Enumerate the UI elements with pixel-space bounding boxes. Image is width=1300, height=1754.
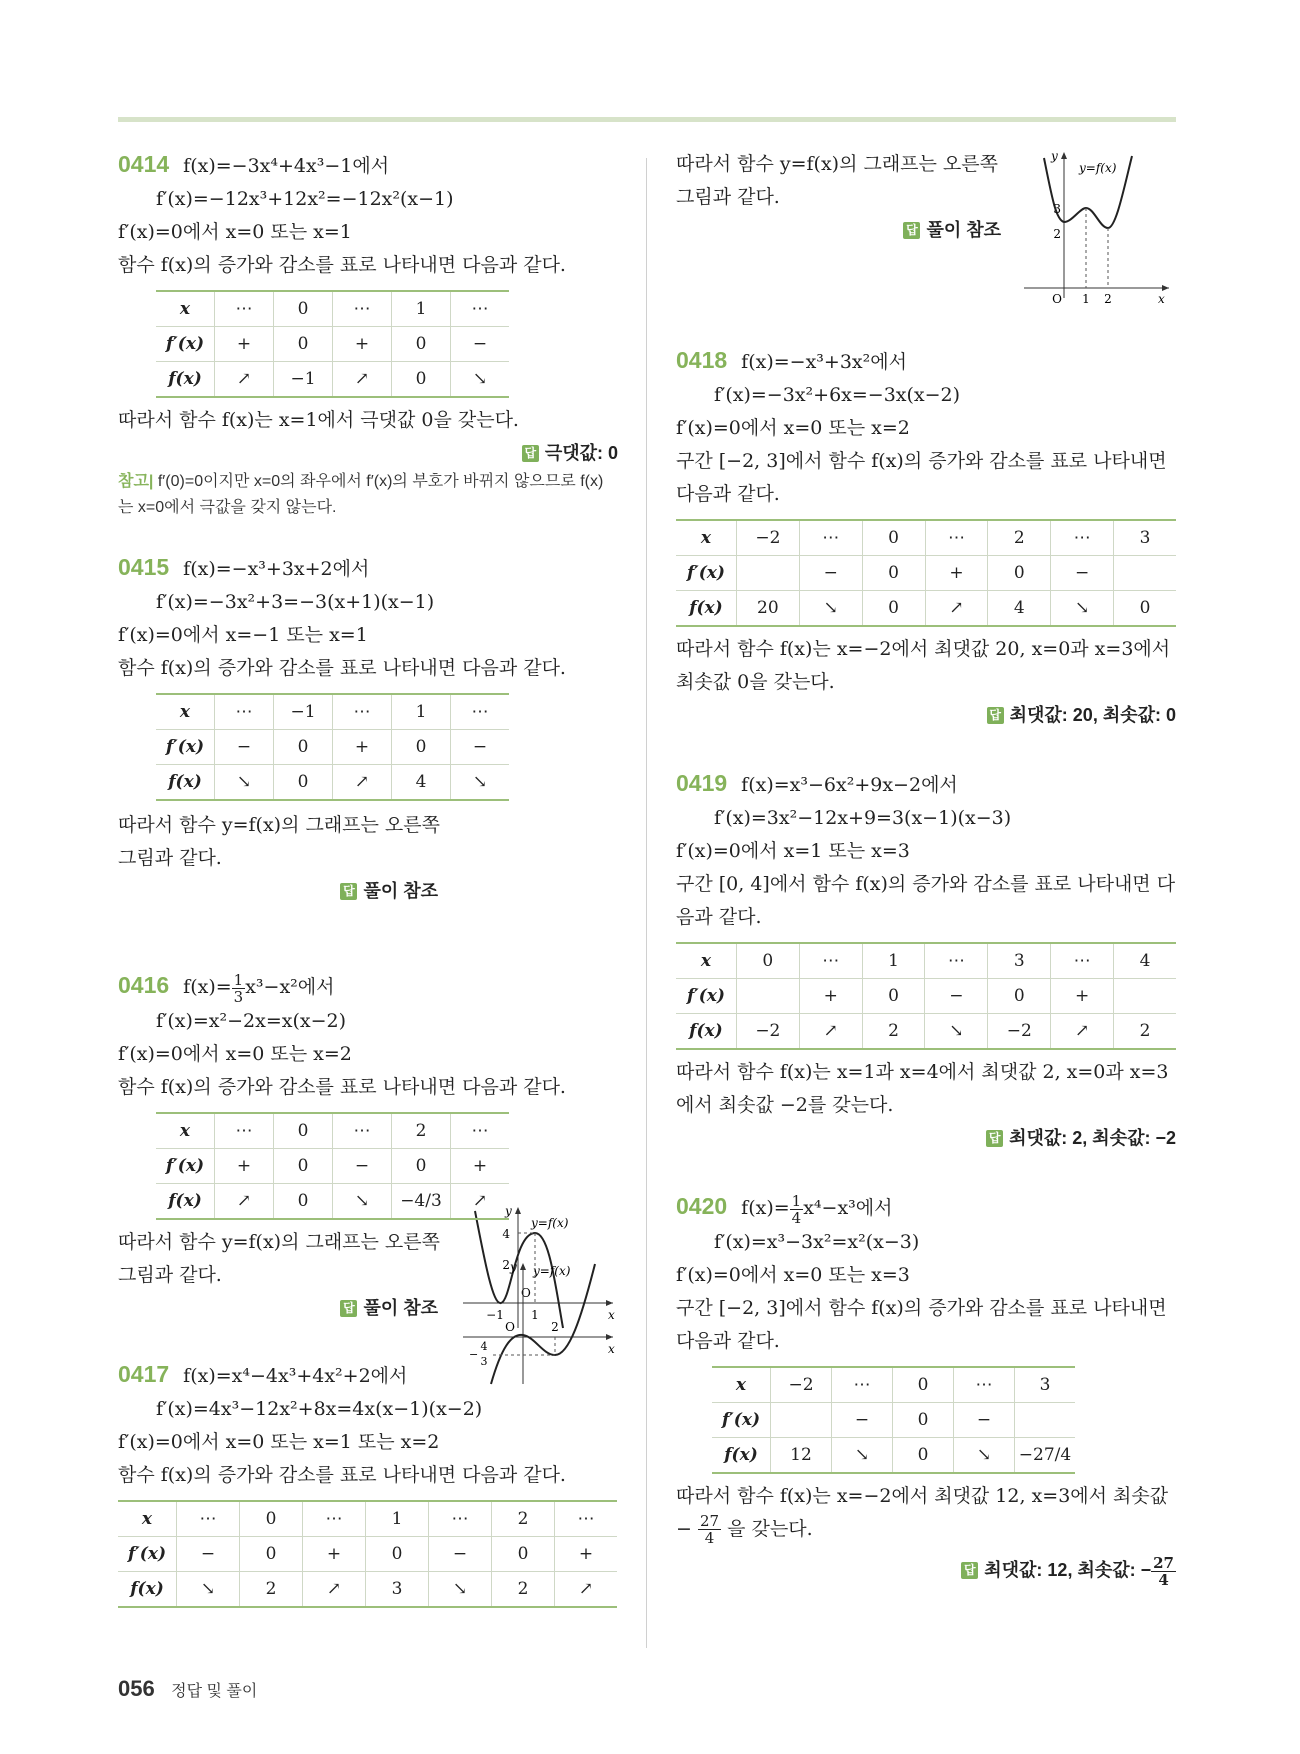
graph-0417 xyxy=(1024,148,1174,308)
table-cell: − xyxy=(832,1402,893,1437)
table-cell xyxy=(1015,1402,1076,1437)
table-cell: 0 xyxy=(862,979,925,1014)
answer-badge: 답 xyxy=(961,1562,978,1579)
table-row xyxy=(156,694,509,730)
table-cell: ⋯ xyxy=(925,943,988,979)
table-cell: 0 xyxy=(1114,591,1176,627)
curve-label: y=f(x) xyxy=(533,1264,571,1278)
table-cell: 3 xyxy=(366,1571,429,1607)
table-row xyxy=(118,1536,617,1571)
problem-0417 xyxy=(118,1358,618,1608)
table-row xyxy=(676,520,1176,556)
y-tick-2: 2 xyxy=(1053,227,1061,241)
table-cell: 0 xyxy=(893,1367,954,1403)
table-cell xyxy=(736,979,799,1014)
conclusion: 따라서 함수 f(x)는 x=1에서 극댓값 0을 갖는다. xyxy=(118,409,519,431)
table-cell: ↗ xyxy=(333,362,392,398)
table-cell: 12 xyxy=(771,1437,832,1473)
table-cell: 1 xyxy=(366,1501,429,1537)
answer-badge: 답 xyxy=(903,222,920,239)
table-cell: −1 xyxy=(274,362,333,398)
conclusion-2: 그림과 같다. xyxy=(118,1263,222,1286)
table-cell: 0 xyxy=(862,556,925,591)
critical-points: f′(x)=0에서 x=0 또는 x=2 xyxy=(118,1042,352,1065)
curve-label: y=f(x) xyxy=(1079,161,1117,175)
conclusion-2: − $\frac{27}{4}$ 을 갖는다. xyxy=(676,1512,813,1547)
y-tick-2: 2 xyxy=(502,1258,510,1272)
table-row xyxy=(676,1014,1176,1050)
left-column xyxy=(118,148,618,1614)
table-cell: ⋯ xyxy=(215,694,274,730)
table-row xyxy=(712,1367,1075,1403)
answer xyxy=(676,1554,1176,1588)
table-cell: + xyxy=(215,327,274,362)
answer xyxy=(676,699,1176,731)
table-cell: −2 xyxy=(736,1014,799,1050)
answer-badge: 답 xyxy=(522,445,539,462)
row-header: f(x) xyxy=(156,765,215,801)
table-row xyxy=(156,765,509,801)
table-cell: ⋯ xyxy=(177,1501,240,1537)
table-cell: 20 xyxy=(736,591,799,627)
x-tick-2: 2 xyxy=(1104,292,1112,306)
page-footer xyxy=(118,1676,257,1702)
table-cell: ⋯ xyxy=(925,520,988,556)
table-intro: 함수 f(x)의 증가와 감소를 표로 나타내면 다음과 같다. xyxy=(118,1463,566,1486)
table-row xyxy=(712,1402,1075,1437)
origin-label: O xyxy=(1052,292,1062,306)
function-def-pre: f(x)= xyxy=(741,1197,790,1219)
table-cell xyxy=(771,1402,832,1437)
table-cell: − xyxy=(215,730,274,765)
right-column xyxy=(676,148,1176,1588)
table-row xyxy=(676,556,1176,591)
fraction-denominator: 4 xyxy=(1158,1570,1169,1589)
interval-intro: 구간 [−2, 3]에서 함수 f(x)의 증가와 감소를 표로 나타내면 xyxy=(676,1296,1167,1319)
table-cell: ⋯ xyxy=(799,943,862,979)
conclusion-1: 따라서 함수 y=f(x)의 그래프는 오른쪽 xyxy=(118,814,440,836)
table-cell: ⋯ xyxy=(429,1501,492,1537)
table-cell: 0 xyxy=(893,1437,954,1473)
table-cell xyxy=(1114,979,1176,1014)
table-cell: ⋯ xyxy=(832,1367,893,1403)
table-cell: ⋯ xyxy=(333,694,392,730)
fraction-denominator: 3 xyxy=(233,987,244,1006)
variation-table xyxy=(118,1500,617,1608)
problem-0417-continued xyxy=(676,148,1176,306)
table-cell: − xyxy=(925,979,988,1014)
problem-number: 0417 xyxy=(118,1360,170,1387)
table-cell: ↘ xyxy=(799,591,862,627)
interval-intro: 구간 [0, 4]에서 함수 f(x)의 증가와 감소를 표로 나타내면 다 xyxy=(676,873,1176,895)
table-cell xyxy=(736,556,799,591)
row-header: f′(x) xyxy=(156,1148,215,1183)
table-cell: 1 xyxy=(862,943,925,979)
table-cell: 3 xyxy=(988,943,1051,979)
problem-0420 xyxy=(676,1190,1176,1588)
table-cell: ⋯ xyxy=(215,1113,274,1149)
fraction-numerator: 1 xyxy=(233,970,244,989)
row-header: x xyxy=(676,520,736,556)
answer-badge: 답 xyxy=(987,707,1004,724)
table-cell: − xyxy=(954,1402,1015,1437)
answer xyxy=(118,437,618,469)
table-cell: − xyxy=(429,1536,492,1571)
table-cell: 0 xyxy=(274,1113,333,1149)
table-cell: 2 xyxy=(862,1014,925,1050)
x-axis-label: x xyxy=(1158,292,1165,306)
y-tick-4: 4 xyxy=(502,1227,510,1241)
table-cell: 0 xyxy=(392,362,451,398)
x-tick-neg1: −1 xyxy=(486,1308,504,1322)
table-cell: ↘ xyxy=(429,1571,492,1607)
table-cell: ↗ xyxy=(215,1183,274,1219)
table-cell: ⋯ xyxy=(451,1113,510,1149)
row-header: x xyxy=(676,943,736,979)
table-cell: ↗ xyxy=(451,1183,510,1219)
table-cell: ↘ xyxy=(215,765,274,801)
problem-number: 0415 xyxy=(118,554,170,580)
function-def: f(x)=−x³+3x+2에서 xyxy=(183,558,370,580)
variation-table xyxy=(676,519,1176,627)
table-cell: + xyxy=(799,979,862,1014)
table-cell: 3 xyxy=(1114,520,1176,556)
function-def: f(x)=−x³+3x²에서 xyxy=(741,351,907,373)
table-cell: + xyxy=(333,327,392,362)
table-cell: 4 xyxy=(988,591,1051,627)
table-cell: ↘ xyxy=(1051,591,1114,627)
row-header: x xyxy=(712,1367,771,1403)
answer-badge: 답 xyxy=(340,883,357,900)
curve-label: y=f(x) xyxy=(531,1216,569,1230)
x-tick-1: 1 xyxy=(531,1308,539,1322)
table-cell: 2 xyxy=(1114,1014,1176,1050)
table-cell: ⋯ xyxy=(1051,520,1114,556)
table-cell: + xyxy=(555,1536,618,1571)
fraction-numerator: 27 xyxy=(1153,1553,1174,1572)
row-header: f′(x) xyxy=(712,1402,771,1437)
critical-points: f′(x)=0에서 x=0 또는 x=1 또는 x=2 xyxy=(118,1430,440,1453)
table-cell: ↘ xyxy=(954,1437,1015,1473)
table-cell: + xyxy=(215,1148,274,1183)
table-cell: ↗ xyxy=(925,591,988,627)
table-cell: 2 xyxy=(988,520,1051,556)
variation-table xyxy=(156,693,509,801)
row-header: f′(x) xyxy=(118,1536,177,1571)
table-row xyxy=(676,979,1176,1014)
derivative: f′(x)=4x³−12x²+8x=4x(x−1)(x−2) xyxy=(156,1397,483,1420)
table-row xyxy=(676,943,1176,979)
table-cell: + xyxy=(333,730,392,765)
table-cell: 3 xyxy=(1015,1367,1076,1403)
answer-text: 최댓값: 2, 최솟값: −2 xyxy=(1009,1128,1176,1148)
interval-intro-2: 음과 같다. xyxy=(676,906,762,928)
table-cell: ↘ xyxy=(177,1571,240,1607)
table-cell: 0 xyxy=(240,1501,303,1537)
column-divider xyxy=(646,158,647,1648)
interval-intro-2: 다음과 같다. xyxy=(676,483,780,505)
table-cell: ↘ xyxy=(832,1437,893,1473)
table-cell: ⋯ xyxy=(799,520,862,556)
note-tag: 참고 xyxy=(118,473,149,490)
answer-badge: 답 xyxy=(986,1130,1003,1147)
row-header: f(x) xyxy=(676,1014,736,1050)
interval-intro: 구간 [−2, 3]에서 함수 f(x)의 증가와 감소를 표로 나타내면 xyxy=(676,450,1167,472)
table-cell: − xyxy=(1051,556,1114,591)
row-header: f(x) xyxy=(156,362,215,398)
answer-text: 풀이 참조 xyxy=(363,1297,438,1318)
critical-points: f′(x)=0에서 x=0 또는 x=3 xyxy=(676,1263,910,1286)
table-cell: ⋯ xyxy=(451,291,510,327)
answer-text: 최댓값: 20, 최솟값: 0 xyxy=(1009,705,1176,725)
table-cell: ↘ xyxy=(925,1014,988,1050)
answer xyxy=(676,1122,1176,1154)
problem-0418 xyxy=(676,344,1176,731)
table-cell: ↗ xyxy=(555,1571,618,1607)
derivative: f′(x)=x³−3x²=x²(x−3) xyxy=(714,1230,920,1253)
fraction-denominator: 4 xyxy=(704,1529,715,1547)
x-axis-label: x xyxy=(608,1308,615,1322)
table-cell: 0 xyxy=(862,520,925,556)
conclusion-1: 따라서 함수 f(x)는 x=1과 x=4에서 최댓값 2, x=0과 x=3 xyxy=(676,1061,1169,1083)
critical-points: f′(x)=0에서 x=0 또는 x=2 xyxy=(676,417,910,439)
table-cell: ↘ xyxy=(451,362,510,398)
table-cell: 0 xyxy=(274,1148,333,1183)
fraction xyxy=(790,1193,804,1226)
answer xyxy=(118,875,438,907)
problem-number: 0418 xyxy=(676,347,728,373)
table-cell: ↗ xyxy=(303,1571,366,1607)
answer-text: 극댓값: 0 xyxy=(544,443,618,463)
table-cell: ↗ xyxy=(215,362,274,398)
derivative: f′(x)=3x²−12x+9=3(x−1)(x−3) xyxy=(714,807,1012,829)
y-tick-neg-den: 3 xyxy=(480,1355,488,1368)
variation-table xyxy=(676,942,1176,1050)
conclusion-1: 따라서 함수 f(x)는 x=−2에서 최댓값 20, x=0과 x=3에서 xyxy=(676,638,1171,660)
y-tick-neg-num: 4 xyxy=(480,1340,488,1353)
table-row xyxy=(676,591,1176,627)
x-tick-2: 2 xyxy=(551,1320,559,1334)
variation-table xyxy=(712,1366,1075,1474)
answer-text: 최댓값: 12, 최솟값: − xyxy=(984,1560,1152,1580)
conclusion-1: 따라서 함수 y=f(x)의 그래프는 오른쪽 xyxy=(676,153,998,175)
problem-number: 0420 xyxy=(676,1193,728,1219)
table-cell: ⋯ xyxy=(451,694,510,730)
conclusion-2: 에서 최솟값 −2를 갖는다. xyxy=(676,1094,894,1116)
derivative: f′(x)=−12x³+12x²=−12x²(x−1) xyxy=(156,188,454,210)
function-def: f(x)=−3x⁴+4x³−1에서 xyxy=(183,155,390,177)
table-cell: 4 xyxy=(1114,943,1176,979)
row-header: x xyxy=(156,291,215,327)
answer xyxy=(118,1292,438,1324)
table-cell: 2 xyxy=(492,1571,555,1607)
problem-0414 xyxy=(118,148,618,521)
table-cell: 0 xyxy=(392,1148,451,1183)
table-cell: 0 xyxy=(366,1536,429,1571)
y-axis-label: y xyxy=(505,1204,512,1218)
derivative: f′(x)=−3x²+3=−3(x+1)(x−1) xyxy=(156,591,435,613)
row-header: x xyxy=(156,694,215,730)
row-header: f′(x) xyxy=(156,730,215,765)
table-intro: 함수 f(x)의 증가와 감소를 표로 나타내면 다음과 같다. xyxy=(118,254,566,276)
table-cell: ↘ xyxy=(333,1183,392,1219)
table-cell: 0 xyxy=(274,1183,333,1219)
table-cell: 0 xyxy=(736,943,799,979)
row-header: x xyxy=(118,1501,177,1537)
problem-number: 0419 xyxy=(676,770,728,796)
table-row xyxy=(156,730,509,765)
conclusion-1: 따라서 함수 f(x)는 x=−2에서 최댓값 12, x=3에서 최솟값 xyxy=(676,1484,1169,1507)
function-def: f(x)=x³−6x²+9x−2에서 xyxy=(741,774,958,796)
fraction-numerator: 27 xyxy=(699,1512,720,1530)
table-cell: −2 xyxy=(771,1367,832,1403)
table-cell: ↗ xyxy=(1051,1014,1114,1050)
table-row xyxy=(156,362,509,398)
table-cell: 0 xyxy=(274,730,333,765)
table-cell: + xyxy=(303,1536,366,1571)
derivative: f′(x)=x²−2x=x(x−2) xyxy=(156,1009,347,1032)
function-def-post: x³−x²에서 xyxy=(245,976,335,998)
table-cell: 4 xyxy=(392,765,451,801)
row-header: f′(x) xyxy=(676,556,736,591)
row-header: f′(x) xyxy=(156,327,215,362)
table-cell: ⋯ xyxy=(215,291,274,327)
y-axis-label: y xyxy=(1051,149,1058,163)
table-cell: + xyxy=(925,556,988,591)
table-cell: 0 xyxy=(893,1402,954,1437)
table-cell: 0 xyxy=(862,591,925,627)
answer-badge: 답 xyxy=(340,1300,357,1317)
answer xyxy=(676,214,1001,246)
row-header: f′(x) xyxy=(676,979,736,1014)
origin-label: O xyxy=(505,1320,515,1334)
table-cell: 0 xyxy=(988,556,1051,591)
table-cell: − xyxy=(333,1148,392,1183)
table-cell: 0 xyxy=(274,327,333,362)
table-cell: ⋯ xyxy=(555,1501,618,1537)
table-cell: + xyxy=(451,1148,510,1183)
table-cell: −1 xyxy=(274,694,333,730)
table-cell xyxy=(1114,556,1176,591)
table-row xyxy=(712,1437,1075,1473)
table-cell: − xyxy=(451,327,510,362)
table-cell: −4/3 xyxy=(392,1183,451,1219)
y-tick-3: 3 xyxy=(1053,202,1061,216)
table-cell: 2 xyxy=(392,1113,451,1149)
row-header: x xyxy=(156,1113,215,1149)
row-header: f(x) xyxy=(712,1437,771,1473)
critical-points: f′(x)=0에서 x=−1 또는 x=1 xyxy=(118,624,368,646)
table-intro: 함수 f(x)의 증가와 감소를 표로 나타내면 다음과 같다. xyxy=(118,1075,566,1098)
table-row xyxy=(156,291,509,327)
conclusion-2: 그림과 같다. xyxy=(118,847,222,869)
problem-0416 xyxy=(118,969,618,1368)
function-def: f(x)=x⁴−4x³+4x²+2에서 xyxy=(183,1364,408,1387)
table-cell: ↘ xyxy=(451,765,510,801)
table-cell: + xyxy=(1051,979,1114,1014)
problem-number: 0414 xyxy=(118,151,170,177)
row-header: f(x) xyxy=(156,1183,215,1219)
note-text: f′(0)=0이지만 x=0의 좌우에서 f′(x)의 부호가 바뀌지 않으므로 f(x)는 x=0에서 극값을 갖지 않는다. xyxy=(118,473,604,516)
table-cell: − xyxy=(451,730,510,765)
conclusion-2: 최솟값 0을 갖는다. xyxy=(676,671,835,693)
table-cell: 0 xyxy=(274,765,333,801)
table-cell: − xyxy=(799,556,862,591)
interval-intro-2: 다음과 같다. xyxy=(676,1329,780,1352)
table-cell: 1 xyxy=(392,291,451,327)
table-row xyxy=(156,1183,509,1219)
table-cell: 2 xyxy=(240,1571,303,1607)
table-cell: −2 xyxy=(988,1014,1051,1050)
table-cell: ⋯ xyxy=(333,291,392,327)
table-intro: 함수 f(x)의 증가와 감소를 표로 나타내면 다음과 같다. xyxy=(118,657,566,679)
table-cell: 2 xyxy=(492,1501,555,1537)
y-tick-neg-sign: − xyxy=(469,1348,479,1361)
table-cell: 0 xyxy=(240,1536,303,1571)
conclusion-1: 따라서 함수 y=f(x)의 그래프는 오른쪽 xyxy=(118,1230,440,1253)
conclusion-2-text: 을 갖는다. xyxy=(727,1517,813,1540)
table-cell: ⋯ xyxy=(303,1501,366,1537)
table-row xyxy=(156,327,509,362)
table-cell: ↗ xyxy=(799,1014,862,1050)
table-row xyxy=(118,1571,617,1607)
section-label: 정답 및 풀이 xyxy=(171,1683,258,1700)
variation-table xyxy=(156,290,509,398)
page-number: 056 xyxy=(118,1676,155,1701)
function-def-pre: f(x)= xyxy=(183,976,232,998)
problem-0419 xyxy=(676,767,1176,1154)
table-cell: ⋯ xyxy=(954,1367,1015,1403)
critical-points: f′(x)=0에서 x=0 또는 x=1 xyxy=(118,221,352,243)
function-def-post: x⁴−x³에서 xyxy=(803,1197,893,1219)
x-axis-label: x xyxy=(608,1342,615,1356)
table-row xyxy=(156,1148,509,1183)
table-cell: −27/4 xyxy=(1015,1437,1076,1473)
row-header: f(x) xyxy=(676,591,736,627)
table-cell: 0 xyxy=(392,327,451,362)
table-cell: 0 xyxy=(988,979,1051,1014)
problem-number: 0416 xyxy=(118,972,170,998)
row-header: f(x) xyxy=(118,1571,177,1607)
table-cell: ⋯ xyxy=(333,1113,392,1149)
table-cell: 0 xyxy=(492,1536,555,1571)
table-cell: − xyxy=(177,1536,240,1571)
fraction-denominator: 4 xyxy=(791,1208,802,1227)
fraction xyxy=(232,972,246,1005)
derivative: f′(x)=−3x²+6x=−3x(x−2) xyxy=(714,384,961,406)
table-cell: 0 xyxy=(274,291,333,327)
table-row xyxy=(118,1501,617,1537)
table-row xyxy=(156,1113,509,1149)
y-axis-label: y xyxy=(510,1260,517,1274)
variation-table xyxy=(156,1112,509,1220)
answer-text: 풀이 참조 xyxy=(363,881,438,901)
critical-points: f′(x)=0에서 x=1 또는 x=3 xyxy=(676,840,910,862)
origin-label: O xyxy=(521,1286,531,1300)
top-rule xyxy=(118,117,1176,122)
table-cell: ⋯ xyxy=(1051,943,1114,979)
table-cell: 0 xyxy=(392,730,451,765)
note: 참고| f′(0)=0이지만 x=0의 좌우에서 f′(x)의 부호가 바뀌지 않으므로 f(x)는 x=0에서 극값을 갖지 않는다. xyxy=(118,473,604,516)
table-cell: 1 xyxy=(392,694,451,730)
table-cell: ↗ xyxy=(333,765,392,801)
table-cell: −2 xyxy=(736,520,799,556)
fraction-numerator: 1 xyxy=(791,1191,802,1210)
answer-text: 풀이 참조 xyxy=(926,220,1001,240)
conclusion-2: 그림과 같다. xyxy=(676,186,780,208)
x-tick-1: 1 xyxy=(1082,292,1090,306)
